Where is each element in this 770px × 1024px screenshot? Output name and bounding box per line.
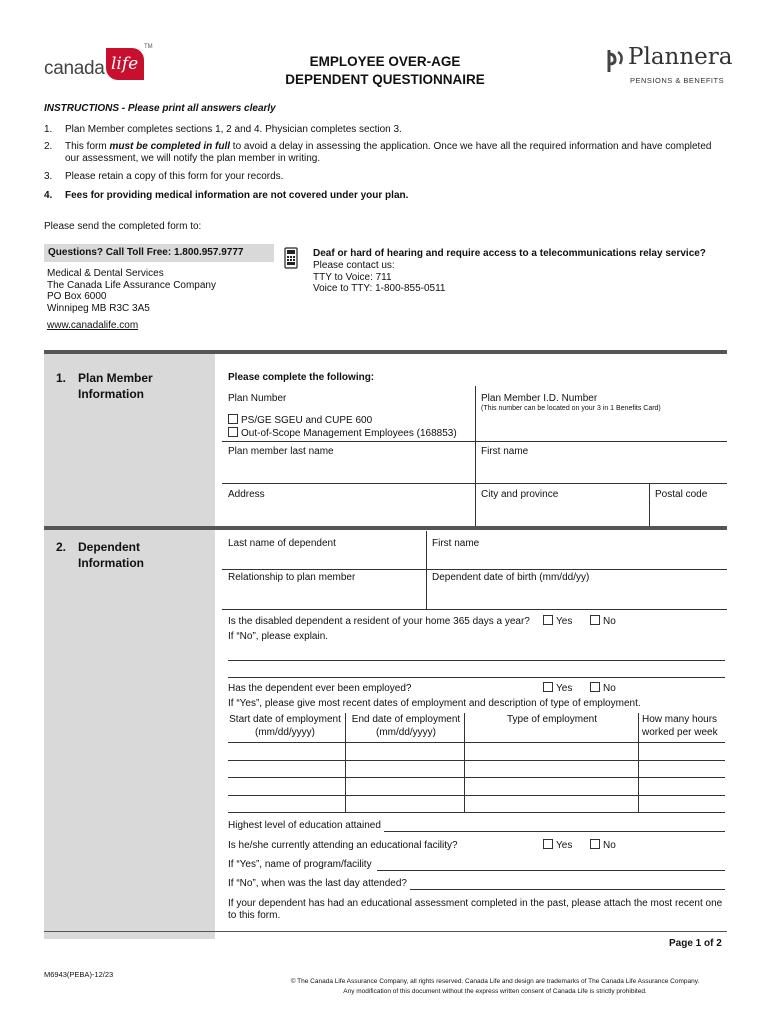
logo-tm: TM [144,44,153,50]
form-code: M6943(PEBA)-12/23 [44,970,114,979]
col-start-date-1: Start date of employment [229,714,341,725]
plannera-name: Plannera [628,44,733,70]
section-2-sidebar [44,530,215,939]
section-1-intro: Please complete the following: [228,372,375,383]
program-field[interactable] [377,857,725,870]
plannera-logo [606,46,731,88]
s2-divider [426,531,427,609]
option-psge: PS/GE SGEU and CUPE 600 [228,414,372,426]
city-province-label: City and province [481,489,559,500]
tty-line-3: Voice to TTY: 1-800-855-0511 [313,283,446,294]
form-title [250,53,520,89]
col-end-date-2: (mm/dd/yyyy) [376,727,436,738]
tbl-hline-5 [228,812,725,813]
tty-line-2: TTY to Voice: 711 [313,271,392,283]
address-line-2: The Canada Life Assurance Company [47,279,216,291]
section-2-number: 2. [56,540,67,554]
send-to-text: Please send the completed form to: [44,221,202,232]
section-1-title-2: Information [78,387,144,401]
col-end-date-1: End date of employment [351,714,461,725]
plannera-leaf-icon [606,48,626,74]
address-line-4: Winnipeg MB R3C 3A5 [47,302,150,314]
attending-question: Is he/she currently attending an educational facility? [228,840,458,851]
instruction-2-num: 2. [44,141,53,152]
tty-phone-icon [284,247,300,269]
education-label: Highest level of education attained [228,820,381,831]
col-hours-2: worked per week [642,727,718,738]
employment-instructions: If “Yes”, please give most recent dates of employment and description of type of employment. [228,698,641,709]
copyright [260,977,730,997]
dep-first-name-label: First name [432,538,480,549]
plan-member-id-label: Plan Member I.D. Number [481,393,598,404]
form-title-line2: DEPENDENT QUESTIONNAIRE [285,72,485,87]
canada-life-logo [44,44,154,84]
col-hours-1: How many hours [642,714,718,725]
tty-heading: Deaf or hard of hearing and require access to a telecommunications relay service? [313,248,706,259]
attending-yes-checkbox[interactable] [543,839,553,849]
dep-last-name-label: Last name of dependent [228,538,336,549]
questions-box [44,244,274,262]
first-name-label: First name [481,446,529,457]
s1-row-line-1 [222,441,727,442]
dob-label: Dependent date of birth (mm/dd/yy) [432,572,590,583]
employment-table-body[interactable] [228,743,725,812]
plan-member-id-field[interactable] [481,417,727,441]
resident-yes-checkbox[interactable] [543,615,553,625]
option-psge-checkbox[interactable] [228,414,238,424]
tty-details [313,260,446,295]
address-line-1: Medical & Dental Services [47,268,164,279]
plan-member-last-name-field[interactable] [228,458,472,482]
instruction-4-num: 4. [44,190,53,201]
attending-yes: Yes [543,839,572,851]
logo-canada-text: canada [44,58,105,79]
instruction-1-text: Plan Member completes sections 1, 2 and 4. Physician completes section 3. [65,124,402,135]
attending-no: No [590,839,616,851]
col-start-date-2: (mm/dd/yyyy) [255,727,315,738]
bottom-rule [44,931,727,932]
copyright-line-1: © The Canada Life Assurance Company, all rights reserved. Canada Life and design are trademarks of The Canada Life Assurance Company. [290,978,700,985]
program-line [377,870,725,871]
instructions-heading: INSTRUCTIONS - Please print all answers clearly [44,103,276,114]
s2-row-line-1 [222,569,727,570]
resident-no: No [590,615,616,627]
employed-yes-checkbox[interactable] [543,682,553,692]
relationship-label: Relationship to plan member [228,572,356,583]
plan-member-last-name-label: Plan member last name [228,446,334,457]
employed-no-checkbox[interactable] [590,682,600,692]
employed-question: Has the dependent ever been employed? [228,683,412,694]
address-label: Address [228,489,265,500]
explain-line-2 [228,677,725,678]
address-line-3: PO Box 6000 [47,291,107,302]
s1-divider [475,386,476,526]
s2-row-line-2 [222,609,727,610]
employed-no: No [590,682,616,694]
education-line [384,831,725,832]
relationship-field[interactable] [228,584,423,606]
dep-last-name-field[interactable] [228,550,423,568]
section-1-number: 1. [56,371,67,385]
option-oos: Out-of-Scope Management Employees (168853) [228,427,457,439]
last-day-label: If “No”, when was the last day attended? [228,878,407,889]
tty-line-1: Please contact us: [313,260,395,271]
plan-number-label: Plan Number [228,393,287,404]
copyright-line-2: Any modification of this document without the express written consent of Canada Life is strictly prohibited. [343,988,647,995]
instruction-3-num: 3. [44,171,53,182]
city-province-field[interactable] [481,501,645,523]
logo-life-text: life [111,54,139,74]
mailing-address [47,268,216,314]
education-field[interactable] [384,818,725,831]
postal-code-field[interactable] [655,501,725,523]
instruction-1-num: 1. [44,124,53,135]
questions-phone: Questions? Call Toll Free: 1.800.957.9777 [48,247,244,258]
instruction-3-text: Please retain a copy of this form for your records. [65,171,284,182]
plannera-sub: PENSIONS & BENEFITS [630,76,725,85]
option-oos-checkbox[interactable] [228,427,238,437]
section-1-sidebar [44,354,215,527]
s1-postal-divider [649,483,650,526]
website-link[interactable]: www.canadalife.com [47,320,139,331]
address-field[interactable] [228,501,472,523]
attending-no-checkbox[interactable] [590,839,600,849]
form-title-line1: EMPLOYEE OVER-AGE [309,54,461,69]
assessment-note-2: to this form. [228,910,281,921]
resident-no-checkbox[interactable] [590,615,600,625]
resident-yes: Yes [543,615,572,627]
plan-member-id-note: (This number can be located on your 3 in 1 Benefits Card) [481,405,661,412]
page-number: Page 1 of 2 [669,938,722,949]
postal-code-label: Postal code [655,489,708,500]
instruction-4-text: Fees for providing medical information are not covered under your plan. [65,190,409,201]
section-2-title-2: Information [78,556,144,570]
explain-line-1 [228,660,725,661]
assessment-note-1: If your dependent has had an educational assessment completed in the past, please attach the most recent one [228,898,723,909]
program-label: If “Yes”, name of program/facility [228,859,372,870]
dob-field[interactable] [432,584,725,606]
employed-yes: Yes [543,682,572,694]
instruction-2-emphasis: must be completed in full [109,141,231,152]
last-day-line [410,889,725,890]
s1-row-line-2 [222,483,727,484]
first-name-field[interactable] [481,458,725,482]
resident-question: Is the disabled dependent a resident of your home 365 days a year? [228,616,530,627]
instruction-2-line2: our assessment, we will notify the plan member in writing. [65,153,321,164]
explain-field[interactable] [228,645,725,677]
instruction-2-text: This form must be completed in full to avoid a delay in assessing the application. Once we have all the required information and have completed [65,141,712,152]
dep-first-name-field[interactable] [432,550,725,568]
section-2-title-1: Dependent [78,540,141,554]
explain-label: If “No”, please explain. [228,631,329,642]
section-1-title-1: Plan Member [78,371,153,385]
logo-life-badge [106,48,144,80]
col-employment-type: Type of employment [506,714,598,725]
last-day-field[interactable] [410,876,725,889]
